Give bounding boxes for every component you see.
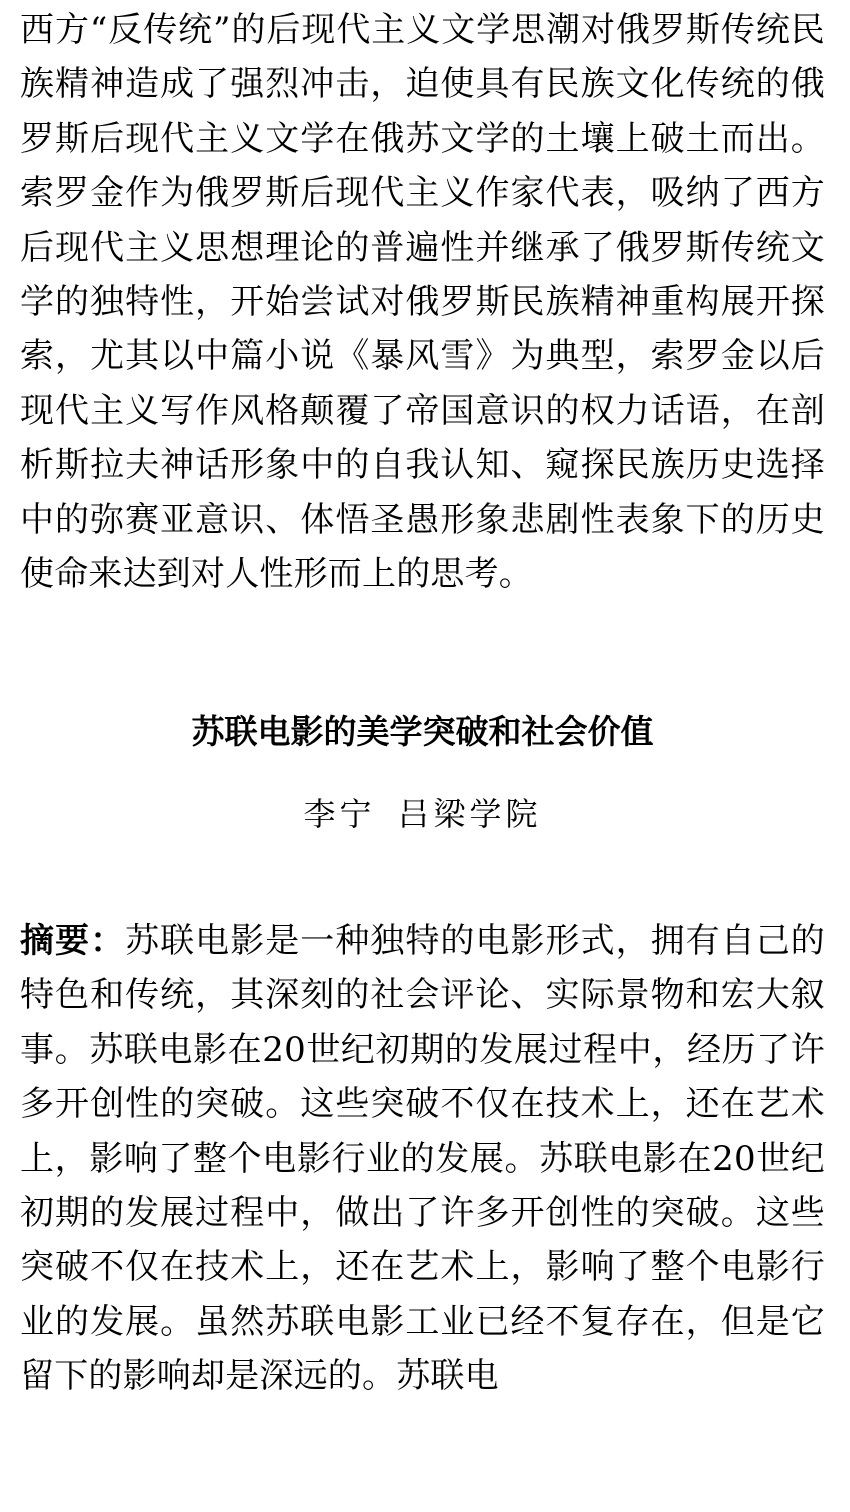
author-affiliation: 吕梁学院 <box>397 795 542 833</box>
author-name: 李宁 <box>303 795 376 833</box>
article-title: 苏联电影的美学突破和社会价值 <box>191 712 654 751</box>
intro-paragraph: 西方“反传统”的后现代主义文学思潮对俄罗斯传统民族精神造成了强烈冲击，迫使具有民族文化传统的俄罗斯后现代主义文学在俄苏文学的土壤上破土而出。索罗金作为俄罗斯后现代主义作家代表，吸纳了西方后现代主义思想理论的普遍性并继承了俄罗斯传统文学的独特性，开始尝试对俄罗斯民族精神重构展开探索，尤其以中篇小说《暴风雪》为典型，索罗金以后现代主义写作风格颠覆了帝国意识的权力话语，在剖析斯拉夫神话形象中的自我认知、窥探民族历史选择中的弥赛亚意识、体悟圣愚形象悲剧性表象下的历史使命来达到对人性形而上的思考。 <box>20 10 825 595</box>
abstract-paragraph <box>20 914 825 1404</box>
author-line <box>20 790 825 838</box>
abstract-label: 摘要： <box>20 921 126 961</box>
abstract-text: 苏联电影是一种独特的电影形式，拥有自己的特色和传统，其深刻的社会评论、实际景物和宏大叙事。苏联电影在20世纪初期的发展过程中，经历了许多开创性的突破。这些突破不仅在技术上，还在艺术上，影响了整个电影行业的发展。苏联电影在20世纪初期的发展过程中，做出了许多开创性的突破。这些突破不仅在技术上，还在艺术上，影响了整个电影行业的发展。虽然苏联电影工业已经不复存在，但是它留下的影响却是深远的。苏联电 <box>20 921 825 1397</box>
